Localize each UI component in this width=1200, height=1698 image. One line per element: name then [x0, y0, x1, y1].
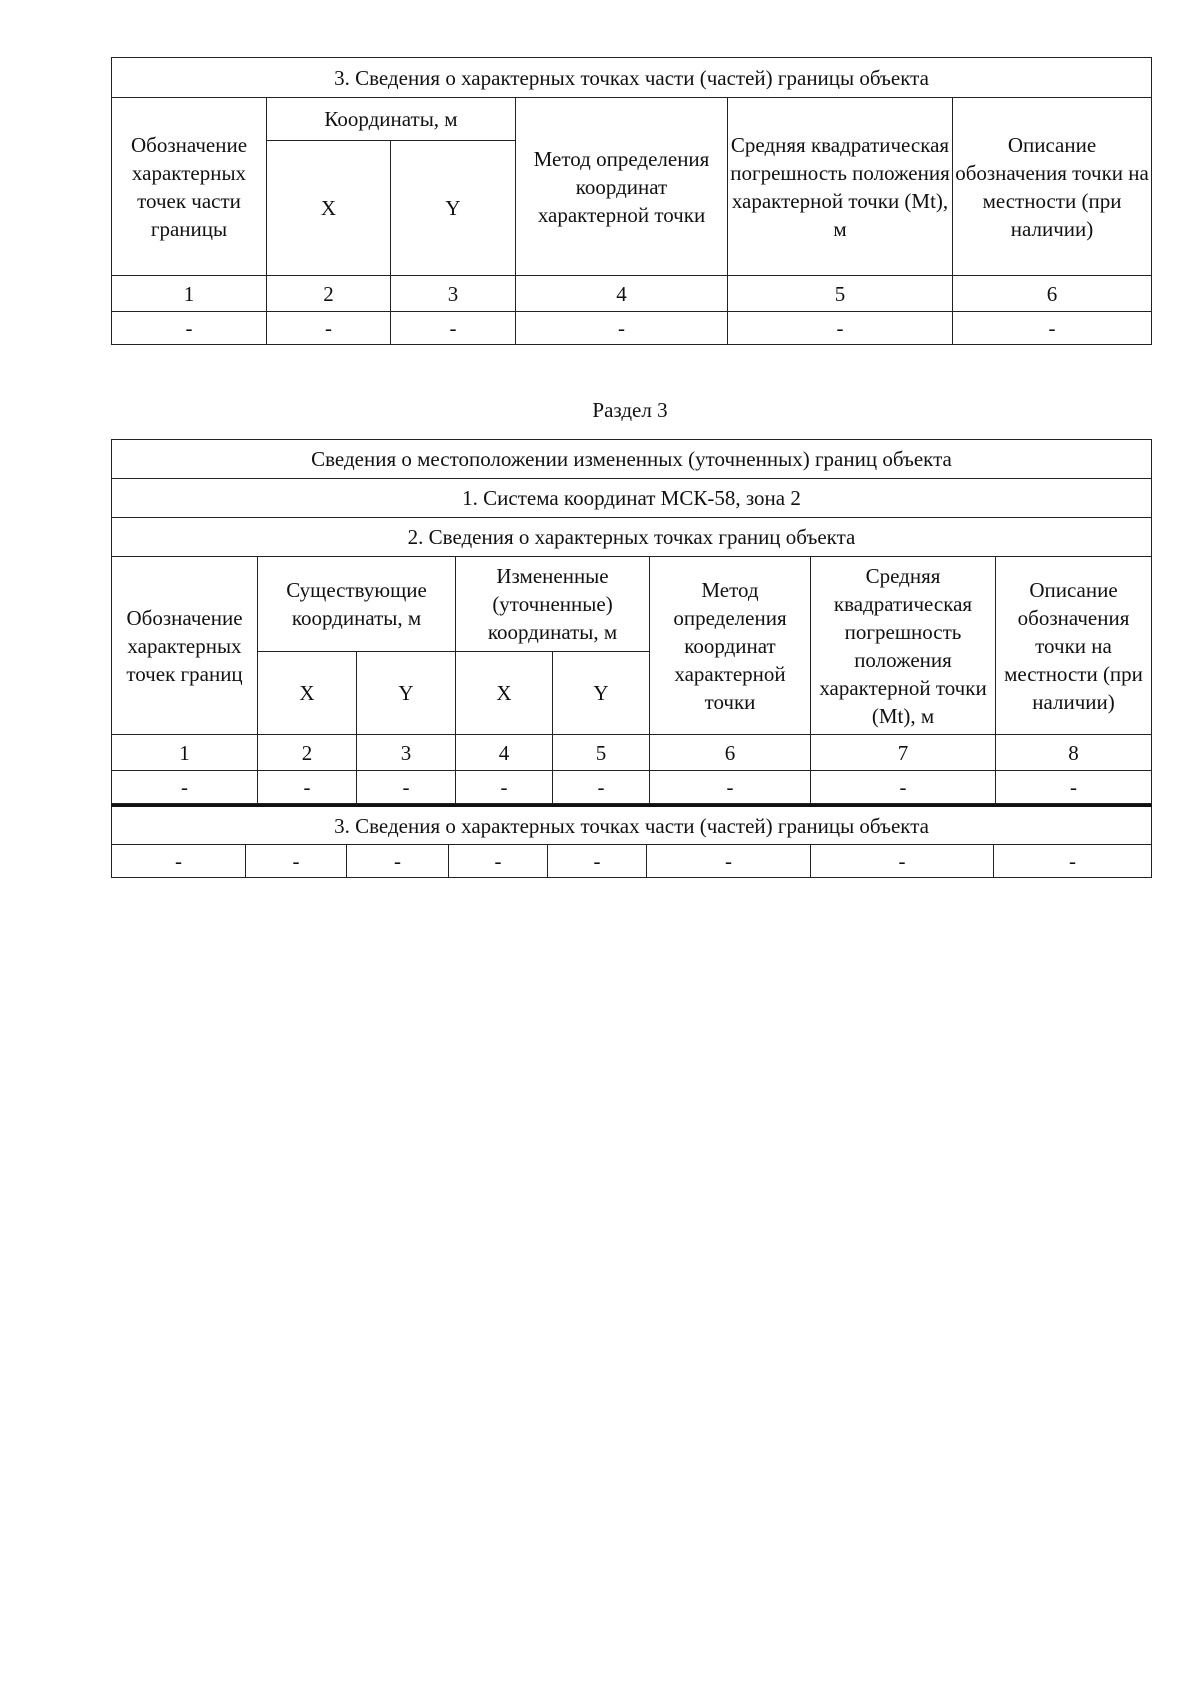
column-number: 6	[650, 735, 811, 771]
table-cell: -	[258, 771, 357, 804]
table-cell: -	[996, 771, 1152, 804]
header-x: X	[456, 652, 553, 735]
header-y: Y	[553, 652, 650, 735]
header-designation: Обозначение характерных точек границ	[112, 557, 258, 735]
header-error: Средняя квадратическая погрешность положения характерной точки (Mt), м	[728, 98, 953, 276]
table-cell: -	[347, 845, 449, 878]
table-cell: -	[647, 845, 811, 878]
header-designation: Обозначение характерных точек части границы	[112, 98, 267, 276]
table-row	[112, 312, 1152, 345]
column-numbers-row	[112, 276, 1152, 312]
table-title: Сведения о местоположении измененных (уточненных) границ объекта	[112, 440, 1152, 479]
column-number: 3	[357, 735, 456, 771]
header-x: X	[267, 141, 391, 276]
table-title: 3. Сведения о характерных точках части (частей) границы объекта	[112, 806, 1152, 845]
table-title: 3. Сведения о характерных точках части (частей) границы объекта	[112, 58, 1152, 98]
column-number: 4	[516, 276, 728, 312]
table-cell: -	[112, 845, 246, 878]
table-cell: -	[246, 845, 347, 878]
changed-boundaries-table	[111, 439, 1152, 804]
table-row	[112, 771, 1152, 804]
table-cell: -	[456, 771, 553, 804]
column-number: 1	[112, 735, 258, 771]
column-number: 2	[267, 276, 391, 312]
table-cell: -	[449, 845, 548, 878]
column-number: 7	[811, 735, 996, 771]
table-cell: -	[811, 845, 994, 878]
table-row	[112, 845, 1152, 878]
column-number: 2	[258, 735, 357, 771]
table-cell: -	[811, 771, 996, 804]
section-title: Раздел 3	[592, 398, 668, 422]
header-y: Y	[391, 141, 516, 276]
header-description: Описание обозначения точки на местности (при наличии)	[996, 557, 1152, 735]
column-number: 1	[112, 276, 267, 312]
header-changed-coordinates: Измененные (уточненные) координаты, м	[456, 557, 650, 652]
table-subtitle: 2. Сведения о характерных точках границ объекта	[112, 518, 1152, 557]
table-cell: -	[267, 312, 391, 345]
header-existing-coordinates: Существующие координаты, м	[258, 557, 456, 652]
column-number: 3	[391, 276, 516, 312]
table-cell: -	[112, 771, 258, 804]
header-method: Метод определения координат характерной точки	[650, 557, 811, 735]
table-cell: -	[516, 312, 728, 345]
part-boundary-points-table	[111, 57, 1152, 345]
header-y: Y	[357, 652, 456, 735]
table-cell: -	[953, 312, 1152, 345]
table-cell: -	[994, 845, 1152, 878]
table-cell: -	[728, 312, 953, 345]
table-cell: -	[391, 312, 516, 345]
column-number: 5	[728, 276, 953, 312]
header-description: Описание обозначения точки на местности (при наличии)	[953, 98, 1152, 276]
coordinate-system: 1. Система координат МСК-58, зона 2	[112, 479, 1152, 518]
table-cell: -	[357, 771, 456, 804]
header-coordinates: Координаты, м	[267, 98, 516, 141]
part-boundary-points-table-2	[111, 804, 1152, 878]
column-number: 6	[953, 276, 1152, 312]
header-error: Средняя квадратическая погрешность положения характерной точки (Mt), м	[811, 557, 996, 735]
column-number: 5	[553, 735, 650, 771]
column-numbers-row	[112, 735, 1152, 771]
table-cell: -	[553, 771, 650, 804]
table-cell: -	[650, 771, 811, 804]
header-method: Метод определения координат характерной точки	[516, 98, 728, 276]
column-number: 8	[996, 735, 1152, 771]
column-number: 4	[456, 735, 553, 771]
header-x: X	[258, 652, 357, 735]
table-cell: -	[548, 845, 647, 878]
table-cell: -	[112, 312, 267, 345]
